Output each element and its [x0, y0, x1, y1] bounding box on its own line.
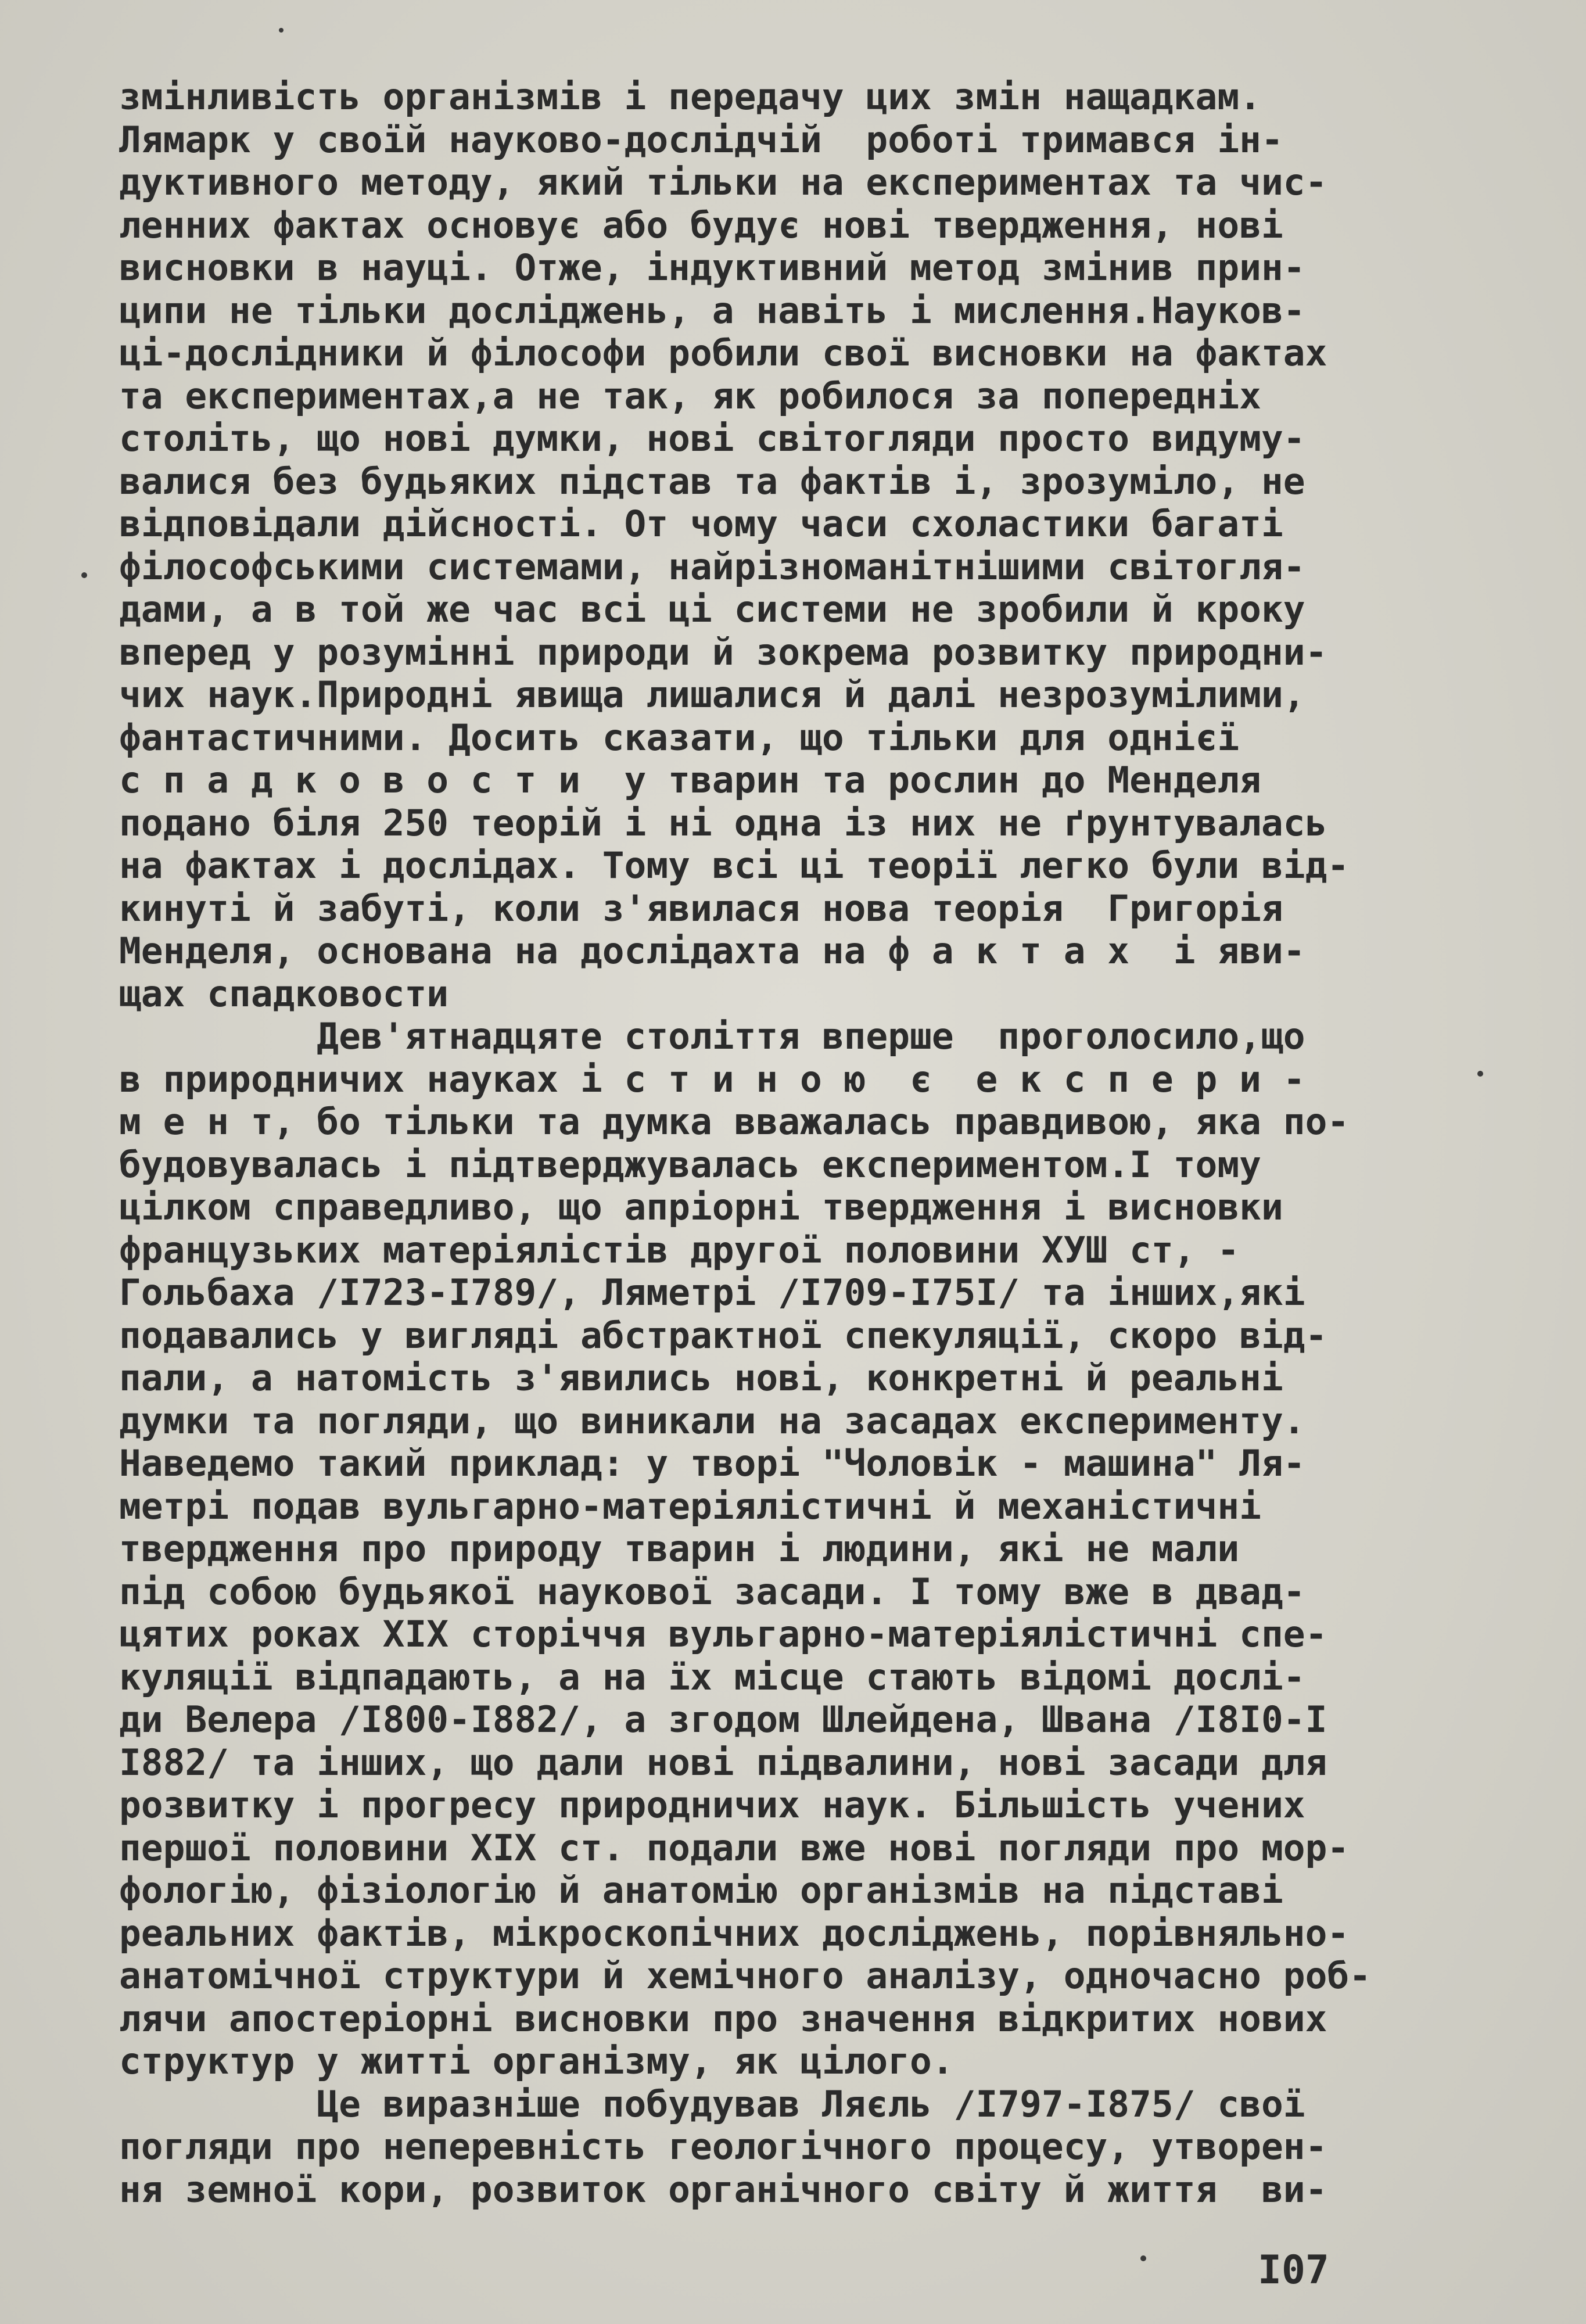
- text-line: розвитку і прогресу природничих наук. Більшість учених: [119, 1784, 1305, 1826]
- text-line: валися без будьяких підстав та фактів і, зрозуміло, не: [119, 460, 1305, 503]
- text-line: дуктивного методу, який тільки на експериментах та чис-: [119, 161, 1327, 203]
- text-line: Лямарк у своїй науково-дослідчій роботі тримався ін-: [119, 118, 1283, 161]
- text-line: Наведемо такий приклад: у творі "Чоловік - машина" Ля-: [119, 1442, 1305, 1484]
- text-line: метрі подав вульгарно-матеріялістичні й механістичні: [119, 1484, 1261, 1527]
- text-line: Менделя, основана на дослідахта на ф а к т а х і яви-: [119, 930, 1305, 972]
- text-line: в природничих науках і с т и н о ю є е к с п е р и -: [119, 1057, 1305, 1100]
- text-line: думки та погляди, що виникали на засадах експерименту.: [119, 1399, 1305, 1442]
- text-line: твердження про природу тварин і людини, які не мали: [119, 1527, 1240, 1570]
- speck-mark: [1477, 1071, 1483, 1077]
- text-line: ня земної кори, розвиток органічного світу й життя ви-: [119, 2168, 1327, 2211]
- text-line: м е н т, бо тільки та думка вважалась правдивою, яка по-: [119, 1100, 1350, 1143]
- text-line: цілком справедливо, що апріорні твердження і висновки: [119, 1186, 1283, 1228]
- text-line: вперед у розумінні природи й зокрема розвитку природни-: [119, 630, 1327, 673]
- text-line: реальних фактів, мікроскопічних досліджень, порівняльно-: [119, 1911, 1350, 1954]
- body-text: [119, 76, 1473, 2211]
- text-line: погляди про неперевність геологічного процесу, утворен-: [119, 2125, 1327, 2168]
- page-number: I07: [1258, 2247, 1329, 2293]
- text-line: цятих роках XIX сторіччя вульгарно-матеріялістичні спе-: [119, 1613, 1327, 1655]
- text-line: фологію, фізіологію й анатомію організмів на підставі: [119, 1869, 1283, 1911]
- text-line: ди Велера /I800-I882/, а згодом Шлейдена, Швана /I8I0-I: [119, 1698, 1327, 1741]
- speck-mark: [1140, 2255, 1146, 2261]
- text-line: фантастичними. Досить сказати, що тільки для однієї: [119, 716, 1240, 759]
- text-line: лячи апостеріорні висновки про значення відкритих нових: [119, 1997, 1327, 2040]
- text-line: дами, а в той же час всі ці системи не зробили й кроку: [119, 588, 1305, 630]
- text-line: на фактах і дослідах. Тому всі ці теорії легко були від-: [119, 844, 1350, 887]
- text-line: під собою будьякої наукової засади. І тому вже в двад-: [119, 1570, 1305, 1613]
- text-line: Дев'ятнадцяте століття вперше проголосило,що: [119, 1015, 1305, 1057]
- text-line: будовувалась і підтверджувалась експериментом.І тому: [119, 1143, 1261, 1186]
- text-line: століть, що нові думки, нові світогляди просто видуму-: [119, 417, 1305, 460]
- speck-mark: [81, 572, 87, 578]
- text-line: подавались у вигляді абстрактної спекуляції, скоро від-: [119, 1314, 1327, 1357]
- text-line: подано біля 250 теорій і ні одна із них не ґрунтувалась: [119, 801, 1327, 844]
- text-line: Гольбаха /I723-I789/, Ляметрі /I709-I75I/ та інших,які: [119, 1271, 1305, 1314]
- text-line: відповідали дійсності. От чому часи схоластики багаті: [119, 503, 1283, 545]
- text-line: ципи не тільки досліджень, а навіть і мислення.Науков-: [119, 289, 1305, 332]
- text-line: структур у житті організму, як цілого.: [119, 2040, 954, 2082]
- text-line: ленних фактах основує або будує нові твердження, нові: [119, 203, 1283, 246]
- speck-mark: [279, 28, 284, 33]
- text-line: кинуті й забуті, коли з'явилася нова теорія Григорія: [119, 887, 1283, 930]
- text-line: щах спадковости: [119, 972, 449, 1015]
- text-line: змінливість організмів і передачу цих змін нащадкам.: [119, 76, 1261, 118]
- text-line: першої половини XIX ст. подали вже нові погляди про мор-: [119, 1826, 1350, 1869]
- text-line: Це виразніше побудував Ляєль /I797-I875/ свої: [119, 2082, 1305, 2125]
- text-line: та експериментах,а не так, як робилося за попередніх: [119, 374, 1261, 417]
- text-line: I882/ та інших, що дали нові підвалини, нові засади для: [119, 1741, 1327, 1784]
- text-line: висновки в науці. Отже, індуктивний метод змінив прин-: [119, 246, 1305, 289]
- text-line: анатомічної структури й хемічного аналізу, одночасно роб-: [119, 1954, 1371, 1997]
- text-line: французьких матеріялістів другої половини ХУШ ст, -: [119, 1228, 1240, 1271]
- text-line: чих наук.Природні явища лишалися й далі незрозумілими,: [119, 673, 1305, 716]
- text-line: пали, а натомість з'явились нові, конкретні й реальні: [119, 1357, 1283, 1399]
- text-line: філософськими системами, найрізноманітнішими світогля-: [119, 545, 1305, 588]
- text-line: куляції відпадають, а на їх місце стають відомі дослі-: [119, 1655, 1305, 1698]
- text-line: ці-дослідники й філософи робили свої висновки на фактах: [119, 332, 1327, 374]
- text-line: с п а д к о в о с т и у тварин та рослин до Менделя: [119, 759, 1261, 801]
